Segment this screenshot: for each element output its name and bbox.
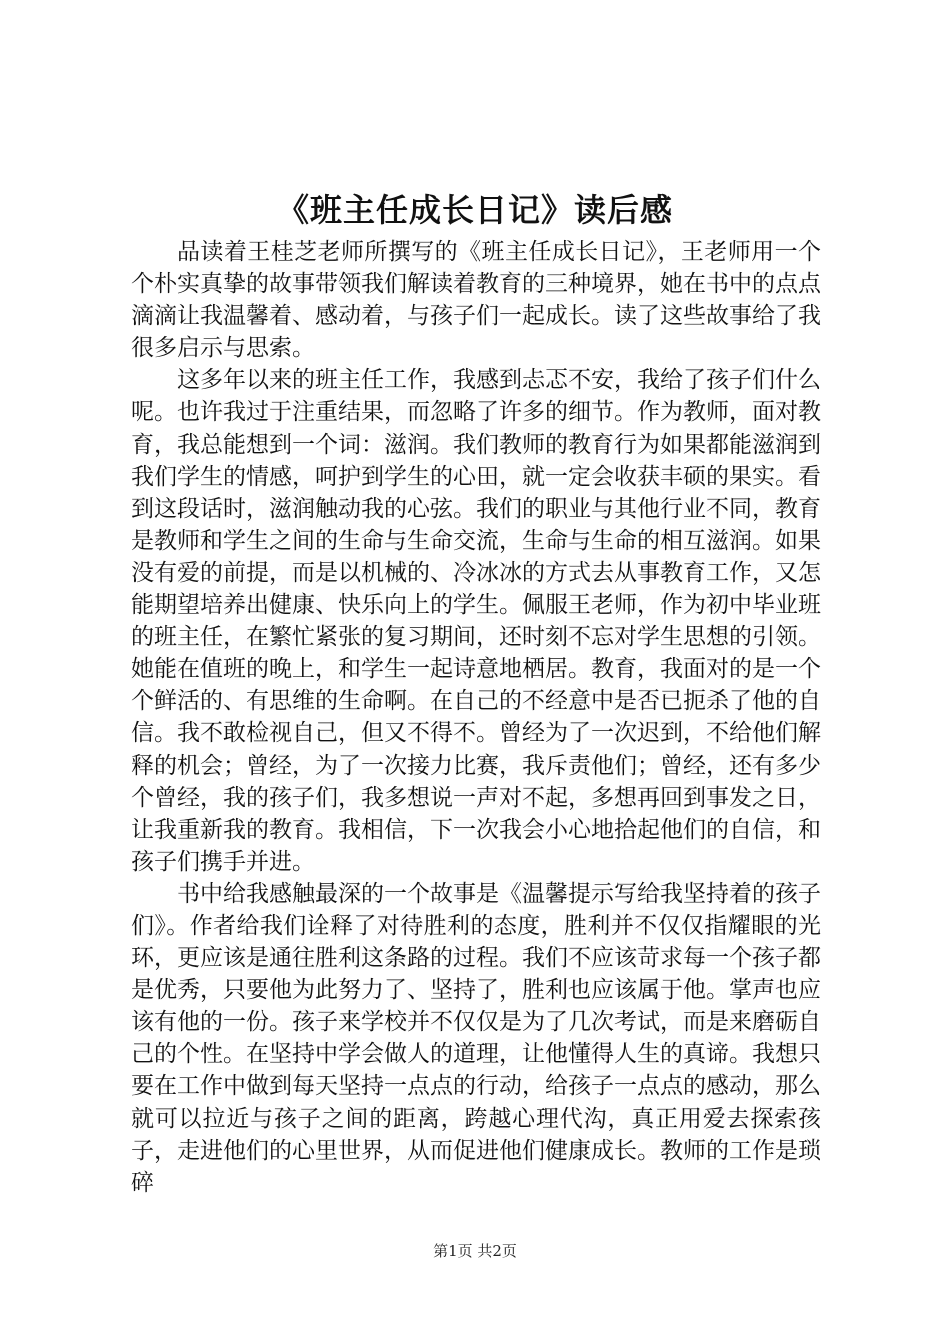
- paragraph-2: 这多年以来的班主任工作，我感到忐忑不安，我给了孩子们什么呢。也许我过于注重结果，而忽略了许多的细节。作为教师，面对教育，我总能想到一个词：滋润。我们教师的教育行为如果都能滋润到我们学生的情感，呵护到学生的心田，就一定会收获丰硕的果实。看到这段话时，滋润触动我的心弦。我们的职业与其他行业不同，教育是教师和学生之间的生命与生命交流，生命与生命的相互滋润。如果没有爱的前提，而是以机械的、冷冰冰的方式去从事教育工作，又怎能期望培养出健康、快乐向上的学生。佩服王老师，作为初中毕业班的班主任，在繁忙紧张的复习期间，还时刻不忘对学生思想的引领。她能在值班的晚上，和学生一起诗意地栖居。教育，我面对的是一个个鲜活的、有思维的生命啊。在自己的不经意中是否已扼杀了他的自信。我不敢检视自己，但又不得不。曾经为了一次迟到，不给他们解释的机会；曾经，为了一次接力比赛，我斥责他们；曾经，还有多少个曾经，我的孩子们，我多想说一声对不起，多想再回到事发之日，让我重新我的教育。我相信，下一次我会小心地拾起他们的自信，和孩子们携手并进。: [131, 367, 821, 875]
- page-indicator: 第1页 共2页: [433, 1242, 517, 1260]
- document-title: 《班主任成长日记》读后感: [276, 191, 673, 229]
- paragraph-1: 品读着王桂芝老师所撰写的《班主任成长日记》，王老师用一个个朴实真挚的故事带领我们解读着教育的三种境界，她在书中的点点滴滴让我温馨着、感动着，与孩子们一起成长。读了这些故事给了我很多启示与思索。: [131, 239, 821, 362]
- document-body: [131, 236, 821, 1199]
- paragraph-3: 书中给我感触最深的一个故事是《温馨提示写给我坚持着的孩子们》。作者给我们诠释了对待胜利的态度，胜利并不仅仅指耀眼的光环，更应该是通往胜利这条路的过程。我们不应该苛求每一个孩子都是优秀，只要他为此努力了、坚持了，胜利也应该属于他。掌声也应该有他的一份。孩子来学校并不仅仅是为了几次考试，而是来磨砺自己的个性。在坚持中学会做人的道理，让他懂得人生的真谛。我想只要在工作中做到每天坚持一点点的行动，给孩子一点点的感动，那么就可以拉近与孩子之间的距离，跨越心理代沟，真正用爱去探索孩子，走进他们的心里世界，从而促进他们健康成长。教师的工作是琐碎: [131, 880, 821, 1196]
- page-footer: [0, 1241, 950, 1261]
